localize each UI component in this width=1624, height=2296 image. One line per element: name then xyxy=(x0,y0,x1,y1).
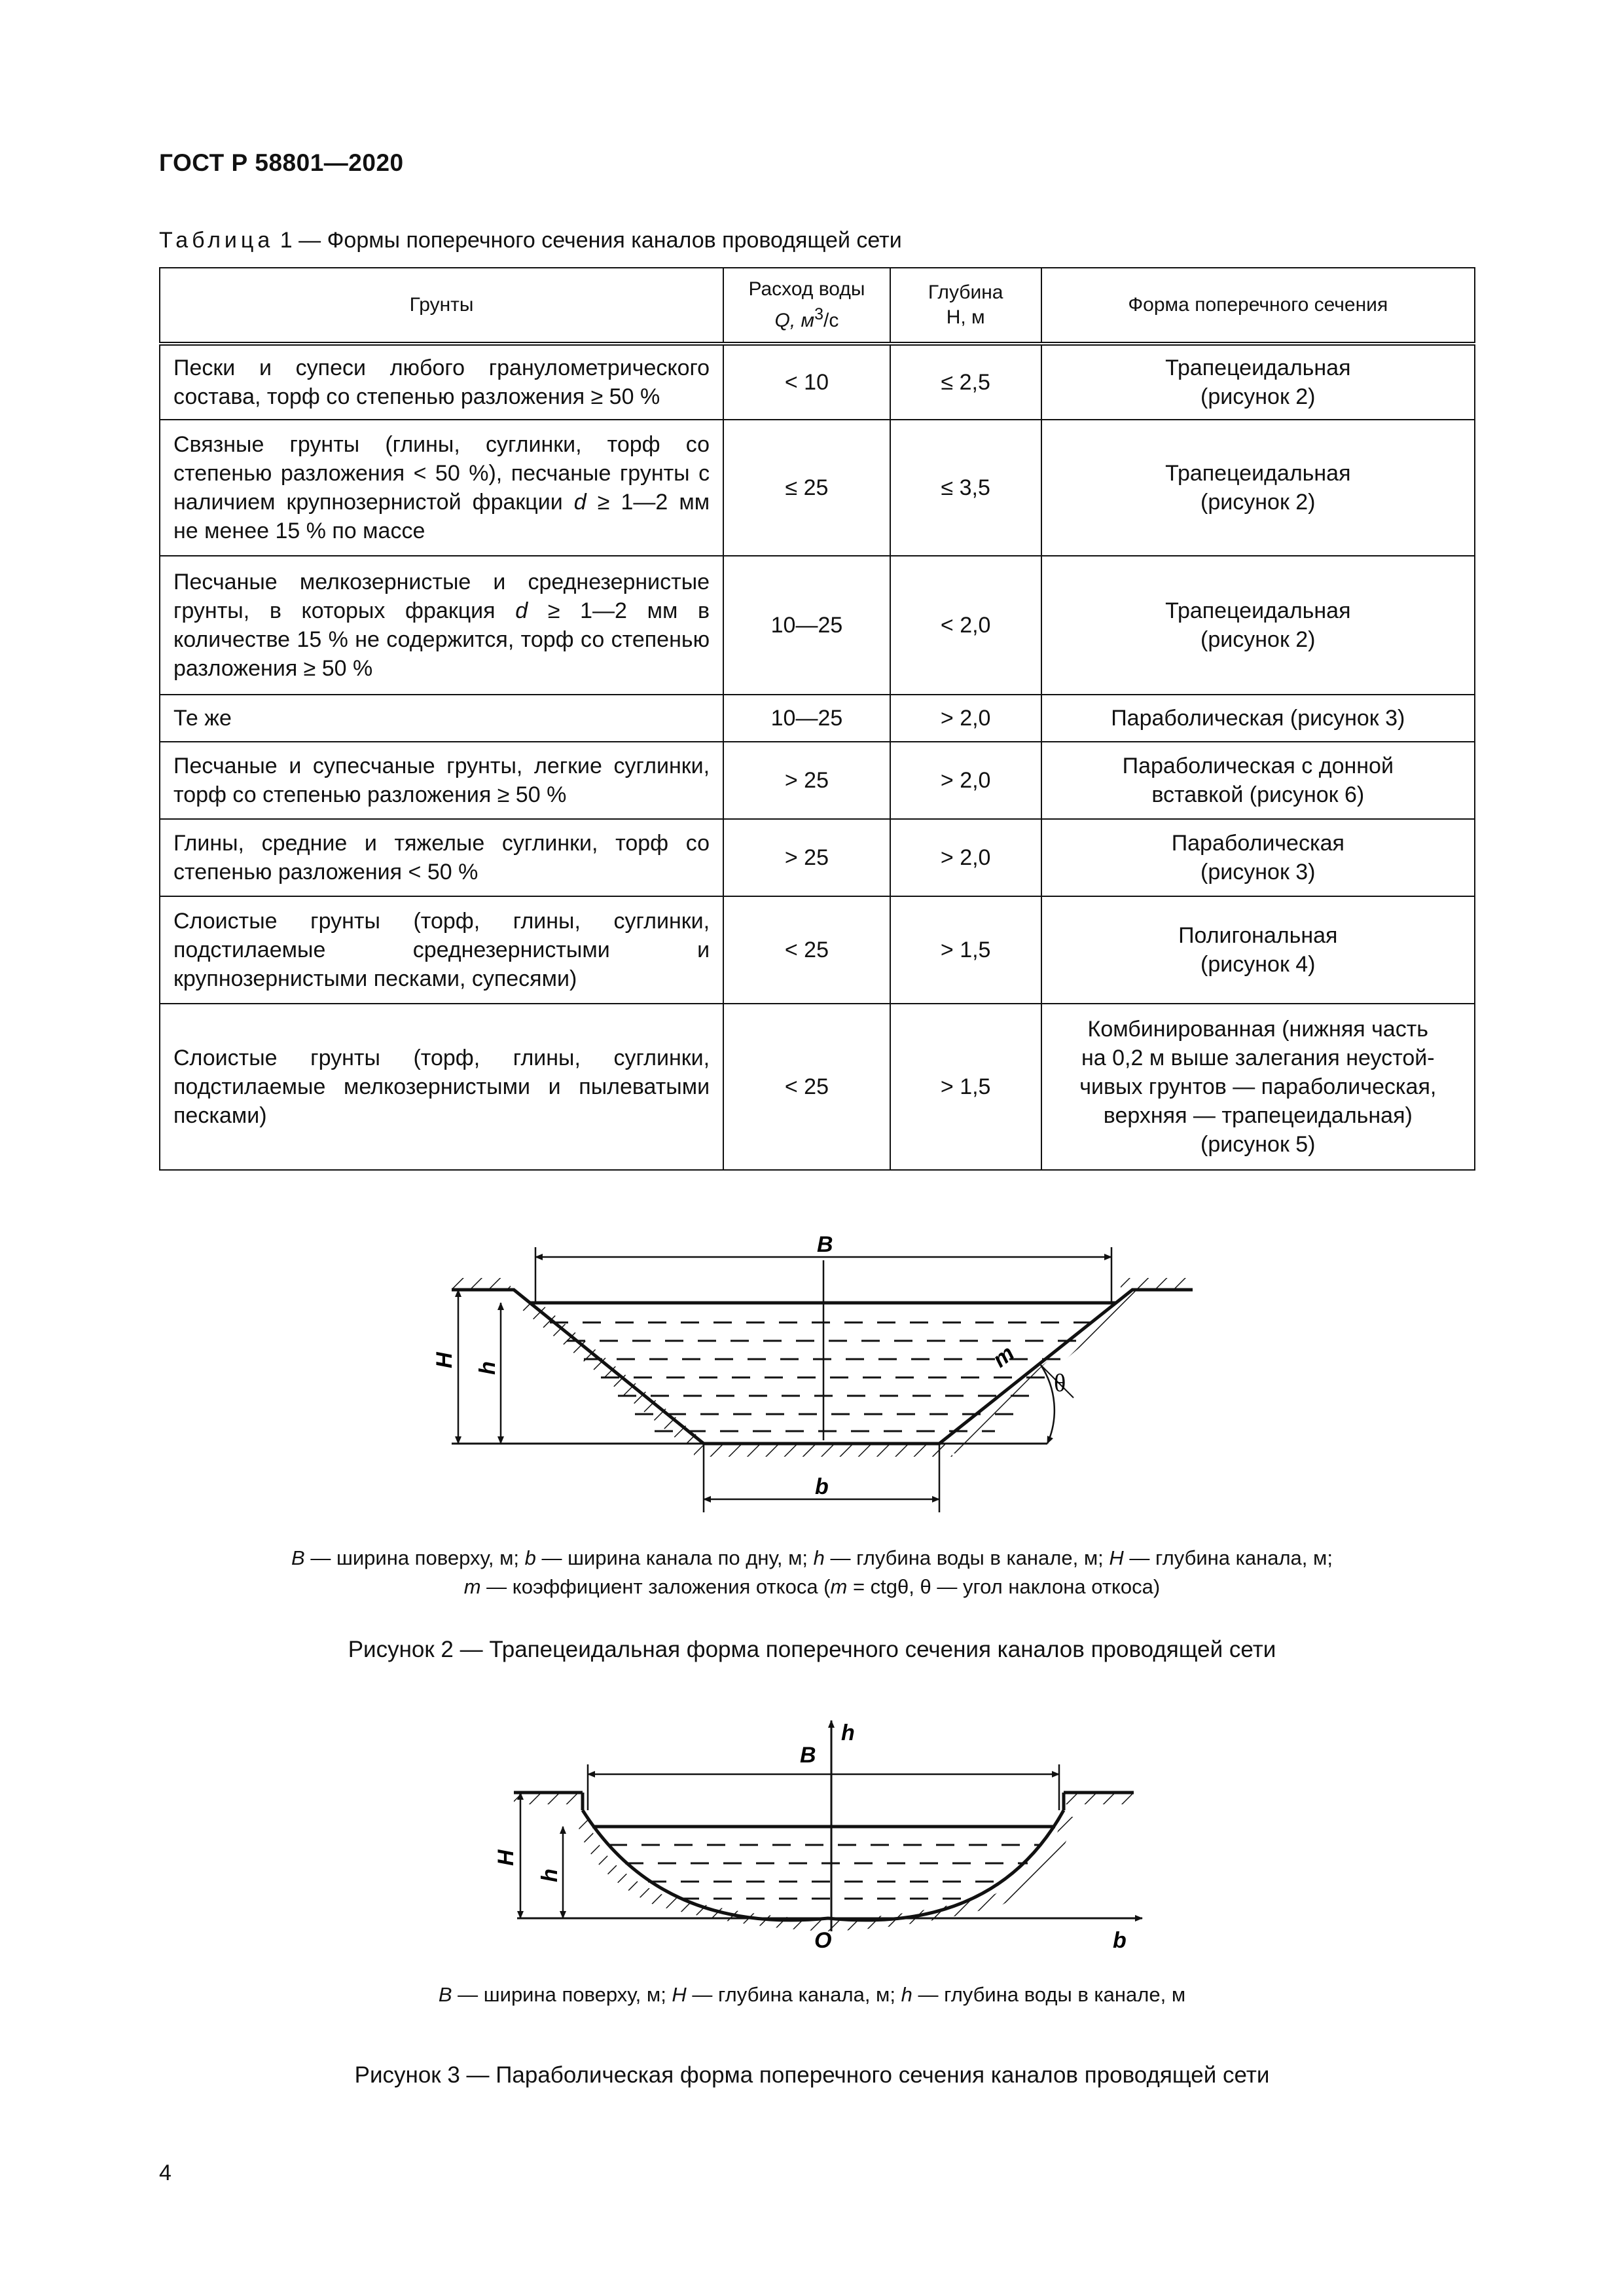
soil-shape-table xyxy=(159,267,1475,1171)
document-id: ГОСТ Р 58801—2020 xyxy=(159,149,404,176)
legend-text: — ширина канала по дну, м; xyxy=(535,1546,814,1569)
shape-cell xyxy=(1041,420,1475,556)
shape-line: Полигональная xyxy=(1178,923,1338,948)
flow-cell: < 25 xyxy=(723,896,890,1004)
depth-header-line1: Глубина xyxy=(928,282,1003,303)
soil-text: ≥ 1—2 мм не менее 15 % по массе xyxy=(173,490,710,543)
table-row xyxy=(160,896,1475,1004)
parabolic-section-diagram xyxy=(0,1709,1624,1964)
shape-cell xyxy=(1041,556,1475,695)
soil-variable: d xyxy=(515,598,528,623)
soil-cell: Слоистые грунты (торф, глины, суглинки, подстилаемые мелкозернистыми и пылеватыми песками) xyxy=(160,1004,723,1170)
bed-hatch xyxy=(576,1817,1074,1931)
depth-cell: ≤ 2,5 xyxy=(890,344,1041,420)
soil-cell: Слоистые грунты (торф, глины, суглинки, подстилаемые среднезернистыми и крупнозернистыми песками, супесями) xyxy=(160,896,723,1004)
soil-cell: Те же xyxy=(160,695,723,742)
flow-header-prefix: Q, м xyxy=(774,310,815,331)
legend-symbol: m xyxy=(830,1575,848,1598)
ground-hatch-right xyxy=(1121,1278,1193,1290)
table-row xyxy=(160,1004,1475,1170)
figure3-caption: Рисунок 3 — Параболическая форма поперечного сечения каналов проводящей сети xyxy=(354,2062,1270,2088)
soil-cell xyxy=(160,420,723,556)
shape-line: (рисунок 2) xyxy=(1200,490,1316,515)
column-header-shape: Форма поперечного сечения xyxy=(1041,268,1475,344)
label-B: B xyxy=(817,1232,833,1257)
label-H: H xyxy=(432,1352,457,1368)
shape-line: (рисунок 2) xyxy=(1200,384,1316,409)
depth-cell: > 2,0 xyxy=(890,695,1041,742)
ground-hatch-right xyxy=(1062,1793,1134,1804)
label-h: h xyxy=(475,1361,500,1375)
flow-header-suffix: /с xyxy=(823,310,839,331)
soil-cell: Песчаные и супесчаные грунты, легкие суглинки, торф со степенью разложения ≥ 50 % xyxy=(160,742,723,819)
shape-line: чивых грунтов — параболическая, xyxy=(1079,1074,1437,1099)
legend-symbol: b xyxy=(524,1546,536,1569)
label-H: H xyxy=(494,1850,518,1866)
table-row xyxy=(160,556,1475,695)
shape-cell xyxy=(1041,896,1475,1004)
label-h: h xyxy=(537,1868,562,1882)
label-b: b xyxy=(815,1474,829,1499)
depth-cell: > 2,0 xyxy=(890,819,1041,896)
legend-text: — ширина поверху, м; xyxy=(304,1546,525,1569)
legend-symbol: m xyxy=(463,1575,481,1598)
shape-line: на 0,2 м выше залегания неустой- xyxy=(1081,1046,1435,1070)
shape-cell xyxy=(1041,344,1475,420)
legend-symbol: h xyxy=(901,1983,912,2006)
legend-text: — коэффициент заложения откоса ( xyxy=(480,1575,831,1598)
flow-cell: 10—25 xyxy=(723,556,890,695)
soil-text: Связные грунты (глины, суглинки, торф со степенью разложения < 50 %), песчаные грунты с наличием крупнозернистой фракции xyxy=(173,432,710,515)
table-row xyxy=(160,742,1475,819)
label-B: B xyxy=(800,1743,816,1768)
depth-cell: > 1,5 xyxy=(890,896,1041,1004)
soil-variable: d xyxy=(573,490,586,515)
channel-outline xyxy=(452,1290,1193,1444)
soil-cell: Пески и супеси любого гранулометрического состава, торф со степенью разложения ≥ 50 % xyxy=(160,344,723,420)
shape-line: вставкой (рисунок 6) xyxy=(1151,782,1365,807)
legend-text: — глубина канала, м; xyxy=(1123,1546,1333,1569)
table-row xyxy=(160,695,1475,742)
depth-cell: ≤ 3,5 xyxy=(890,420,1041,556)
figure2-legend xyxy=(0,1544,1624,1601)
bottom-hatch xyxy=(694,1444,952,1457)
legend-text: — глубина воды в канале, м; xyxy=(824,1546,1110,1569)
depth-cell: < 2,0 xyxy=(890,556,1041,695)
page-number: 4 xyxy=(159,2160,171,2185)
column-header-flow xyxy=(723,268,890,344)
label-m: m xyxy=(988,1340,1019,1373)
legend-symbol: h xyxy=(813,1546,825,1569)
label-theta: θ xyxy=(1054,1370,1066,1397)
shape-cell xyxy=(1041,1004,1475,1170)
shape-line: Комбинированная (нижняя часть xyxy=(1087,1017,1429,1042)
table-row xyxy=(160,420,1475,556)
shape-line: Трапецеидальная xyxy=(1165,355,1351,380)
shape-line: Трапецеидальная xyxy=(1165,461,1351,486)
flow-cell: ≤ 25 xyxy=(723,420,890,556)
shape-line: (рисунок 2) xyxy=(1200,627,1316,652)
shape-line: (рисунок 5) xyxy=(1200,1132,1316,1157)
shape-line: верхняя — трапецеидальная) xyxy=(1103,1103,1413,1128)
water-hatch xyxy=(609,1845,1041,1899)
table-caption-label: Таблица xyxy=(159,228,274,253)
table-caption xyxy=(159,228,902,253)
table-header-row xyxy=(160,268,1475,344)
shape-line: (рисунок 3) xyxy=(1200,860,1316,884)
column-header-soil: Грунты xyxy=(160,268,723,344)
legend-text: = ctgθ, θ — угол наклона откоса) xyxy=(847,1575,1161,1598)
soil-cell: Глины, средние и тяжелые суглинки, торф со степенью разложения < 50 % xyxy=(160,819,723,896)
soil-cell xyxy=(160,556,723,695)
legend-text: — ширина поверху, м; xyxy=(452,1983,672,2006)
soil-text: ≥ 1—2 мм в количестве 15 % не содержится, торф со степенью разложения ≥ 50 % xyxy=(173,598,710,681)
legend-symbol: H xyxy=(1109,1546,1124,1569)
shape-line: Параболическая xyxy=(1171,831,1344,856)
figure3-legend xyxy=(0,1980,1624,2009)
flow-header-line1: Расход воды xyxy=(748,278,865,300)
table-caption-text: 1 — Формы поперечного сечения каналов проводящей сети xyxy=(280,228,902,253)
depth-cell: > 2,0 xyxy=(890,742,1041,819)
figure2-caption: Рисунок 2 — Трапецеидальная форма поперечного сечения каналов проводящей сети xyxy=(348,1637,1276,1662)
label-O: O xyxy=(814,1928,832,1953)
column-header-depth xyxy=(890,268,1041,344)
table-row xyxy=(160,819,1475,896)
flow-cell: < 25 xyxy=(723,1004,890,1170)
ground-hatch-left xyxy=(514,1793,583,1804)
shape-cell xyxy=(1041,742,1475,819)
shape-cell xyxy=(1041,819,1475,896)
shape-line: Параболическая с донной xyxy=(1122,754,1394,778)
flow-cell: > 25 xyxy=(723,742,890,819)
depth-header-line2: H, м xyxy=(946,306,985,328)
flow-cell: > 25 xyxy=(723,819,890,896)
table-row xyxy=(160,344,1475,420)
legend-symbol: H xyxy=(672,1983,687,2006)
legend-text: — глубина воды в канале, м xyxy=(912,1983,1186,2006)
legend-symbol: B xyxy=(438,1983,452,2006)
label-b-axis: b xyxy=(1113,1928,1127,1953)
shape-line: Трапецеидальная xyxy=(1165,598,1351,623)
shape-cell: Параболическая (рисунок 3) xyxy=(1041,695,1475,742)
shape-line: (рисунок 4) xyxy=(1200,952,1316,977)
ground-hatch-left xyxy=(452,1278,511,1290)
soil-text: Песчаные мелкозернистые и среднезернистые грунты, в которых фракция xyxy=(173,570,710,623)
legend-text: — глубина канала, м; xyxy=(686,1983,901,2006)
legend-symbol: B xyxy=(291,1546,305,1569)
flow-cell: 10—25 xyxy=(723,695,890,742)
flow-header-sup: 3 xyxy=(814,305,824,323)
trapezoidal-section-diagram xyxy=(0,1205,1624,1512)
depth-cell: > 1,5 xyxy=(890,1004,1041,1170)
label-h-axis: h xyxy=(841,1721,855,1745)
flow-cell: < 10 xyxy=(723,344,890,420)
